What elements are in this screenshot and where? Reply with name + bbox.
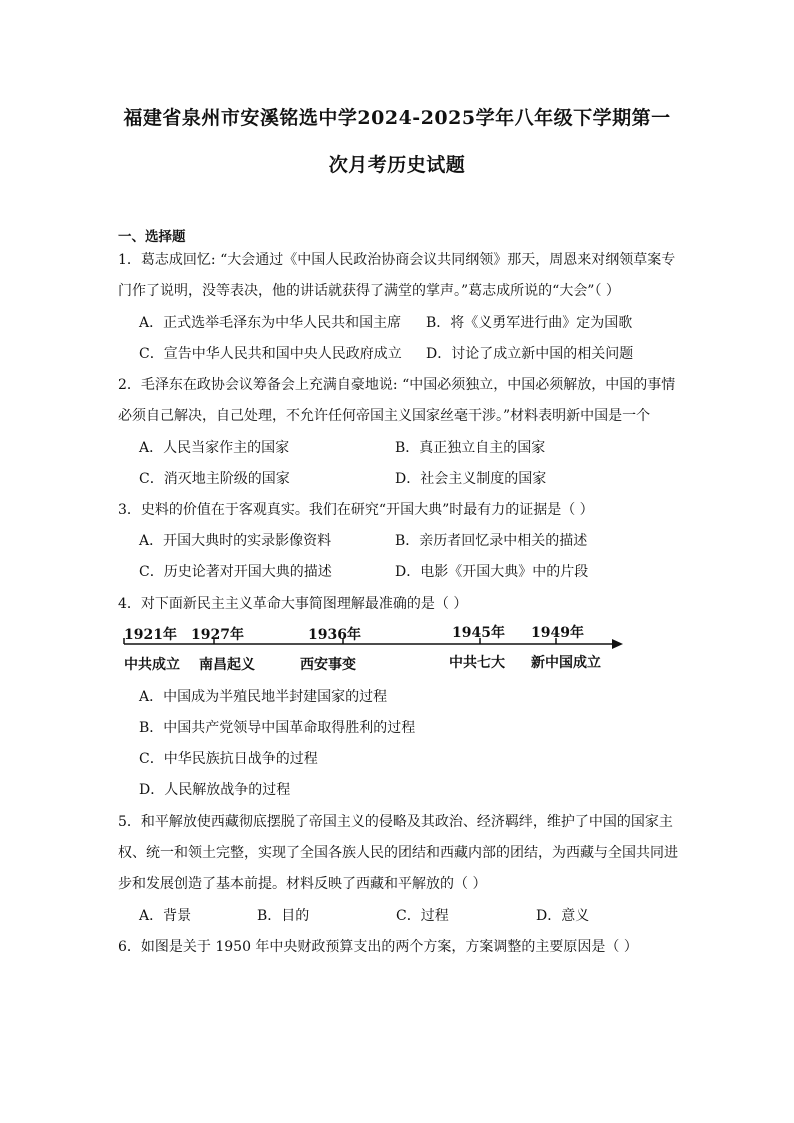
q5-option-a: A．背景 <box>139 908 192 924</box>
q4-option-b: B．中国共产党领导中国革命取得胜利的过程 <box>139 720 416 736</box>
q2-option-c: C．消灭地主阶级的国家 <box>139 471 290 487</box>
q2-option-b: B．真正独立自主的国家 <box>395 440 546 456</box>
q1-stem-line2: 门作了说明，没等表决，他的讲话就获得了满堂的掌声。”葛志成所说的“大会”（ ） <box>118 283 620 299</box>
q6-stem-line1: 6．如图是关于 1950 年中央财政预算支出的两个方案，方案调整的主要原因是（ ） <box>118 939 638 955</box>
q1-option-c: C．宣告中华人民共和国中央人民政府成立 <box>139 346 402 362</box>
q3-option-d: D．电影《开国大典》中的片段 <box>395 564 589 580</box>
timeline-event-1927: 南昌起义 <box>199 657 255 673</box>
q4-stem-line1: 4．对下面新民主主义革命大事简图理解最准确的是（ ） <box>118 596 468 612</box>
timeline-year-1936: 1936年 <box>308 627 361 643</box>
q5-stem-line3: 步和发展创造了基本前提。材料反映了西藏和平解放的（ ） <box>118 876 487 892</box>
q5-option-c: C．过程 <box>396 908 449 924</box>
q3-option-a: A．开国大典时的实录影像资料 <box>139 533 332 549</box>
q1-option-b: B．将《义勇军进行曲》定为国歌 <box>426 315 633 331</box>
timeline-year-1921: 1921年 <box>124 627 177 643</box>
q3-option-c: C．历史论著对开国大典的描述 <box>139 564 332 580</box>
q2-option-a: A．人民当家作主的国家 <box>139 440 290 456</box>
q4-option-a: A．中国成为半殖民地半封建国家的过程 <box>139 689 388 705</box>
q2-stem-line1: 2．毛泽东在政协会议筹备会上充满自豪地说: “中国必须独立，中国必须解放，中国的事情 <box>118 377 676 393</box>
q3-stem-line1: 3．史料的价值在于客观真实。我们在研究“开国大典”时最有力的证据是（ ） <box>118 502 594 518</box>
timeline-year-1949: 1949年 <box>531 625 584 641</box>
q5-option-d: D．意义 <box>536 908 590 924</box>
exam-title-line2: 次月考历史试题 <box>328 154 466 176</box>
q5-stem-line2: 权、统一和领土完整，实现了全国各族人民的团结和西藏内部的团结，为西藏与全国共同进 <box>118 845 678 861</box>
q2-option-d: D．社会主义制度的国家 <box>395 471 547 487</box>
q5-stem-line1: 5．和平解放使西藏彻底摆脱了帝国主义的侵略及其政治、经济羁绊，维护了中国的国家主 <box>118 814 673 830</box>
q4-option-d: D．人民解放战争的过程 <box>139 782 291 798</box>
q1-option-d: D．讨论了成立新中国的相关问题 <box>426 346 634 362</box>
section-heading: 一、选择题 <box>118 229 186 245</box>
q3-option-b: B．亲历者回忆录中相关的描述 <box>395 533 588 549</box>
q4-option-c: C．中华民族抗日战争的过程 <box>139 751 318 767</box>
timeline-event-1936: 西安事变 <box>300 657 356 673</box>
exam-title-line1: 福建省泉州市安溪铭选中学2024-2025学年八年级下学期第一 <box>123 107 671 129</box>
timeline-event-1949: 新中国成立 <box>531 655 601 671</box>
timeline-year-1927: 1927年 <box>191 627 244 643</box>
timeline-event-1921: 中共成立 <box>124 657 180 673</box>
timeline-year-1945: 1945年 <box>452 625 505 641</box>
q1-option-a: A．正式选举毛泽东为中华人民共和国主席 <box>139 315 402 331</box>
q2-stem-line2: 必须自己解决，自己处理，不允许任何帝国主义国家丝毫干涉。”材料表明新中国是一个 <box>118 408 651 424</box>
timeline-event-1945: 中共七大 <box>449 655 505 671</box>
q5-option-b: B．目的 <box>257 908 310 924</box>
q1-stem-line1: 1．葛志成回忆: “大会通过《中国人民政治协商会议共同纲领》那天，周恩来对纲领草案专 <box>118 252 676 268</box>
